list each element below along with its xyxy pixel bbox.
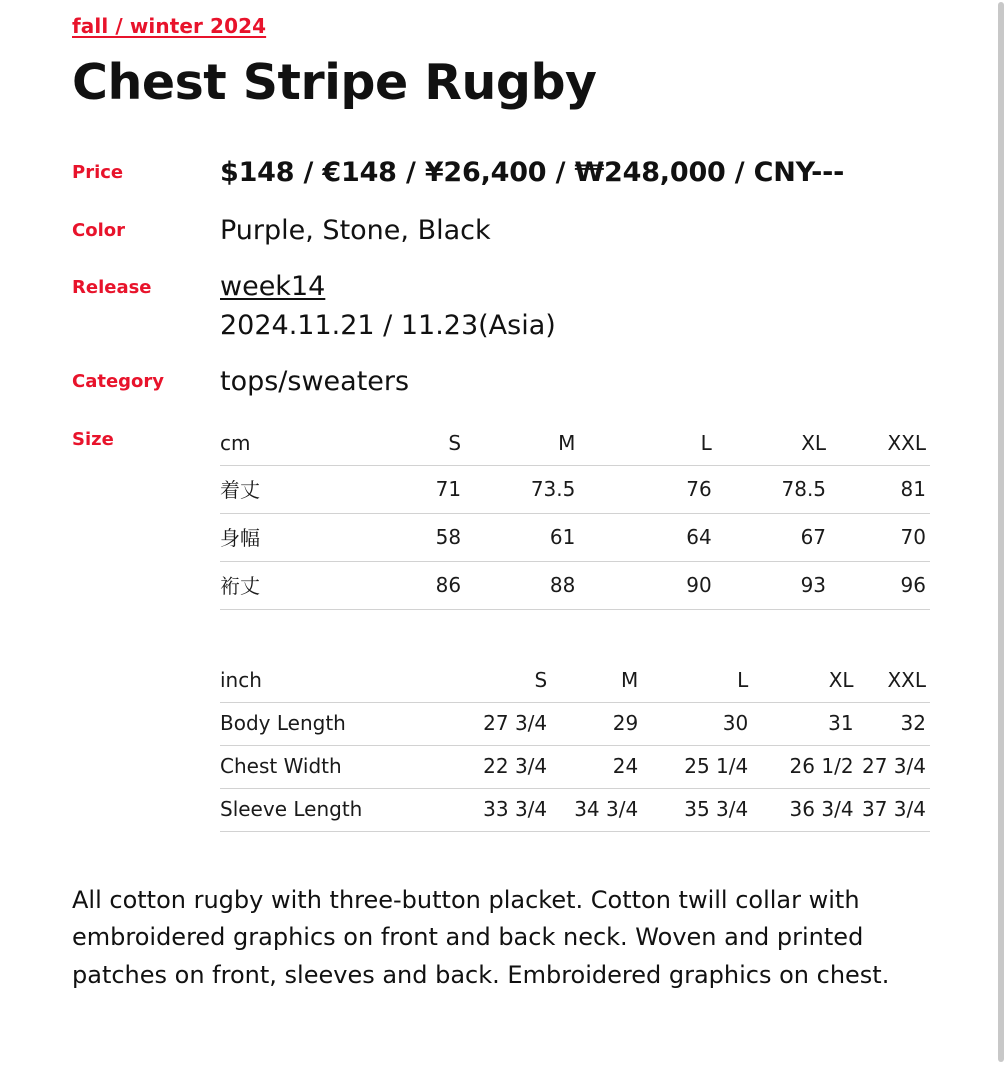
cell: 31 <box>752 703 857 746</box>
scrollbar-thumb[interactable] <box>998 2 1004 1062</box>
col-header-l: L <box>642 660 752 703</box>
table-row <box>220 466 930 514</box>
table-row <box>220 514 930 562</box>
cell: 27 3/4 <box>417 703 551 746</box>
col-header-l: L <box>579 423 715 466</box>
cell: 29 <box>551 703 642 746</box>
col-header-xl: XL <box>752 660 857 703</box>
size-table-cm <box>220 423 930 610</box>
cell: 67 <box>716 514 830 562</box>
price-label: Price <box>72 161 124 183</box>
row-label: Sleeve Length <box>220 789 417 832</box>
col-header-s: S <box>417 660 551 703</box>
cell: 70 <box>830 514 930 562</box>
table-row <box>220 746 930 789</box>
release-label: Release <box>72 277 152 299</box>
col-header-xl: XL <box>716 423 830 466</box>
color-value: Purple, Stone, Black <box>220 214 491 246</box>
table-header-row <box>220 660 930 703</box>
cell: 81 <box>830 466 930 514</box>
cell: 88 <box>465 562 579 610</box>
spec-row-category <box>72 365 933 399</box>
cell: 33 3/4 <box>417 789 551 832</box>
row-label: 着丈 <box>220 466 352 514</box>
cell: 90 <box>579 562 715 610</box>
spec-row-release <box>72 271 933 341</box>
price-value: $148 / €148 / ¥26,400 / ₩248,000 / CNY--- <box>220 156 845 188</box>
col-header-xxl: XXL <box>858 660 930 703</box>
cell: 76 <box>579 466 715 514</box>
row-label: Chest Width <box>220 746 417 789</box>
color-label: Color <box>72 219 125 241</box>
row-label: 裄丈 <box>220 562 352 610</box>
col-header-m: M <box>465 423 579 466</box>
size-table-inch <box>220 660 930 832</box>
cell: 34 3/4 <box>551 789 642 832</box>
cell: 26 1/2 <box>752 746 857 789</box>
row-label: 身幅 <box>220 514 352 562</box>
cell: 58 <box>352 514 465 562</box>
spec-row-price <box>72 156 933 190</box>
release-value-group <box>220 271 556 341</box>
table-spacer <box>220 610 933 660</box>
cell: 37 3/4 <box>858 789 930 832</box>
page-scrollbar[interactable] <box>997 0 1005 1080</box>
cell: 35 3/4 <box>642 789 752 832</box>
release-week-link[interactable]: week14 <box>220 271 326 303</box>
release-date: 2024.11.21 / 11.23(Asia) <box>220 310 556 342</box>
size-label: Size <box>72 429 114 451</box>
table-row <box>220 789 930 832</box>
category-label: Category <box>72 371 165 393</box>
cell: 27 3/4 <box>858 746 930 789</box>
cell: 32 <box>858 703 930 746</box>
col-header-s: S <box>352 423 465 466</box>
unit-header-cm: cm <box>220 423 352 466</box>
cell: 93 <box>716 562 830 610</box>
cell: 96 <box>830 562 930 610</box>
page-title: Chest Stripe Rugby <box>72 54 597 111</box>
unit-header-inch: inch <box>220 660 417 703</box>
category-value: tops/sweaters <box>220 366 410 398</box>
cell: 78.5 <box>716 466 830 514</box>
spec-list <box>72 156 933 832</box>
cell: 30 <box>642 703 752 746</box>
table-header-row <box>220 423 930 466</box>
cell: 64 <box>579 514 715 562</box>
cell: 22 3/4 <box>417 746 551 789</box>
cell: 24 <box>551 746 642 789</box>
size-tables <box>220 423 933 832</box>
spec-row-color <box>72 214 933 248</box>
col-header-xxl: XXL <box>830 423 930 466</box>
cell: 86 <box>352 562 465 610</box>
spec-row-size <box>72 423 933 832</box>
table-row <box>220 562 930 610</box>
cell: 71 <box>352 466 465 514</box>
cell: 25 1/4 <box>642 746 752 789</box>
col-header-m: M <box>551 660 642 703</box>
cell: 73.5 <box>465 466 579 514</box>
cell: 36 3/4 <box>752 789 857 832</box>
product-description: All cotton rugby with three-button placket. Cotton twill collar with embroidered graphics on front and back neck. Woven and printed patches on front, sleeves and back. Embroidered graphics on chest. <box>72 886 890 989</box>
cell: 61 <box>465 514 579 562</box>
table-row <box>220 703 930 746</box>
row-label: Body Length <box>220 703 417 746</box>
season-link[interactable]: fall / winter 2024 <box>72 14 267 38</box>
